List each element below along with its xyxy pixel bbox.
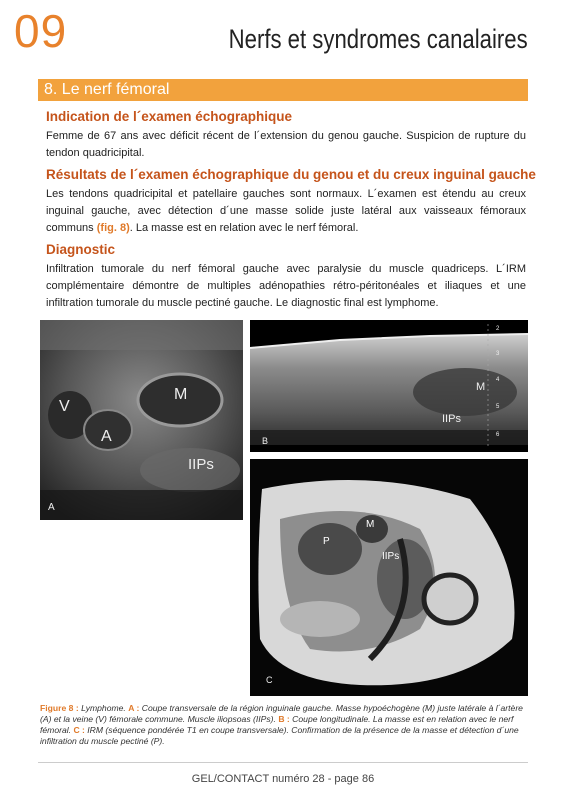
label-a: A (101, 428, 112, 445)
scale-tick: 2 (496, 326, 500, 332)
figure-panel-c-mri (250, 459, 528, 696)
paragraph-resultats (46, 186, 526, 237)
caption-text: Lymphome. (78, 703, 129, 713)
paragraph-diagnostic: Infiltration tumorale du nerf fémoral gauche avec paralysie du muscle quadriceps. L´IRM complémentaire démontre de multiples adénopathies rétro-péritonéales et iliaques et une infiltration tumorale du muscle pectiné gauche. Le diagnostic final est lymphome. (46, 263, 526, 309)
ultrasound-transverse-image (40, 320, 243, 520)
panel-a-letter: A (48, 502, 55, 513)
label-m: M (366, 519, 375, 530)
caption-text: IRM (séquence pondérée T1 en coupe transversale). Confirmation de la présence de la masse et détection d´une infiltration du muscle pectiné (P). (40, 725, 519, 746)
heading-indication: Indication de l´examen échographique (46, 109, 293, 124)
page-footer: GEL/CONTACT numéro 28 - page 86 (191, 773, 375, 785)
caption-figure-label: Figure 8 : (40, 703, 79, 713)
heading-diagnostic: Diagnostic (46, 242, 116, 257)
caption-text: Coupe transversale de la région inguinale gauche. Masse hypoéchogène (M) juste latérale à l´artère (A) et la veine (V) fémorale commune. Muscle iliopsoas (IIPs). (40, 703, 523, 724)
scale-tick: 3 (496, 351, 500, 357)
label-m: M (476, 381, 486, 393)
label-m: M (174, 386, 188, 403)
paragraph-resultats-text: Les tendons quadricipital et patellaire gauches sont normaux. L´examen est étendu au creux inguinal gauche, avec détection d´une masse solide juste latéral aux vaisseaux fémoraux communs (46, 188, 526, 234)
label-iips: IIPs (442, 413, 461, 425)
caption-label-c: C : (73, 725, 85, 735)
scale-tick: 6 (496, 432, 500, 438)
scale-tick: 4 (496, 377, 500, 383)
section-bar (38, 79, 528, 101)
figure-panel-b-ultrasound (250, 320, 528, 452)
paragraph-resultats-end: . La masse est en relation avec le nerf fémoral. (129, 222, 359, 234)
label-iips: IIPs (382, 551, 400, 562)
ultrasound-longitudinal-image (250, 320, 528, 452)
figure-panel-a-ultrasound (40, 320, 243, 520)
label-p: P (323, 536, 330, 547)
figure-caption (40, 703, 528, 747)
figure-reference-link[interactable]: (fig. 8) (96, 222, 130, 234)
panel-b-letter: B (262, 436, 269, 446)
paragraph-indication: Femme de 67 ans avec déficit récent de l´extension du genou gauche. Suspicion de rupture du tendon quadricipital. (46, 130, 526, 159)
chapter-number: 09 (14, 5, 68, 57)
mri-axial-image (250, 459, 528, 696)
caption-text: Coupe longitudinale. La masse est en relation avec le nerf fémoral. (40, 714, 514, 735)
footer-divider (38, 762, 528, 763)
section-title: 8. Le nerf fémoral (44, 81, 170, 98)
caption-label-b: B : (278, 714, 290, 724)
label-v: V (59, 398, 70, 415)
caption-label-a: A : (128, 703, 140, 713)
panel-c-letter: C (266, 675, 273, 685)
scale-tick: 5 (496, 404, 500, 410)
heading-resultats: Résultats de l´examen échographique du genou et du creux inguinal gauche (46, 167, 536, 182)
chapter-title: Nerfs et syndromes canalaires (228, 24, 528, 54)
label-iips: IIPs (188, 456, 214, 473)
